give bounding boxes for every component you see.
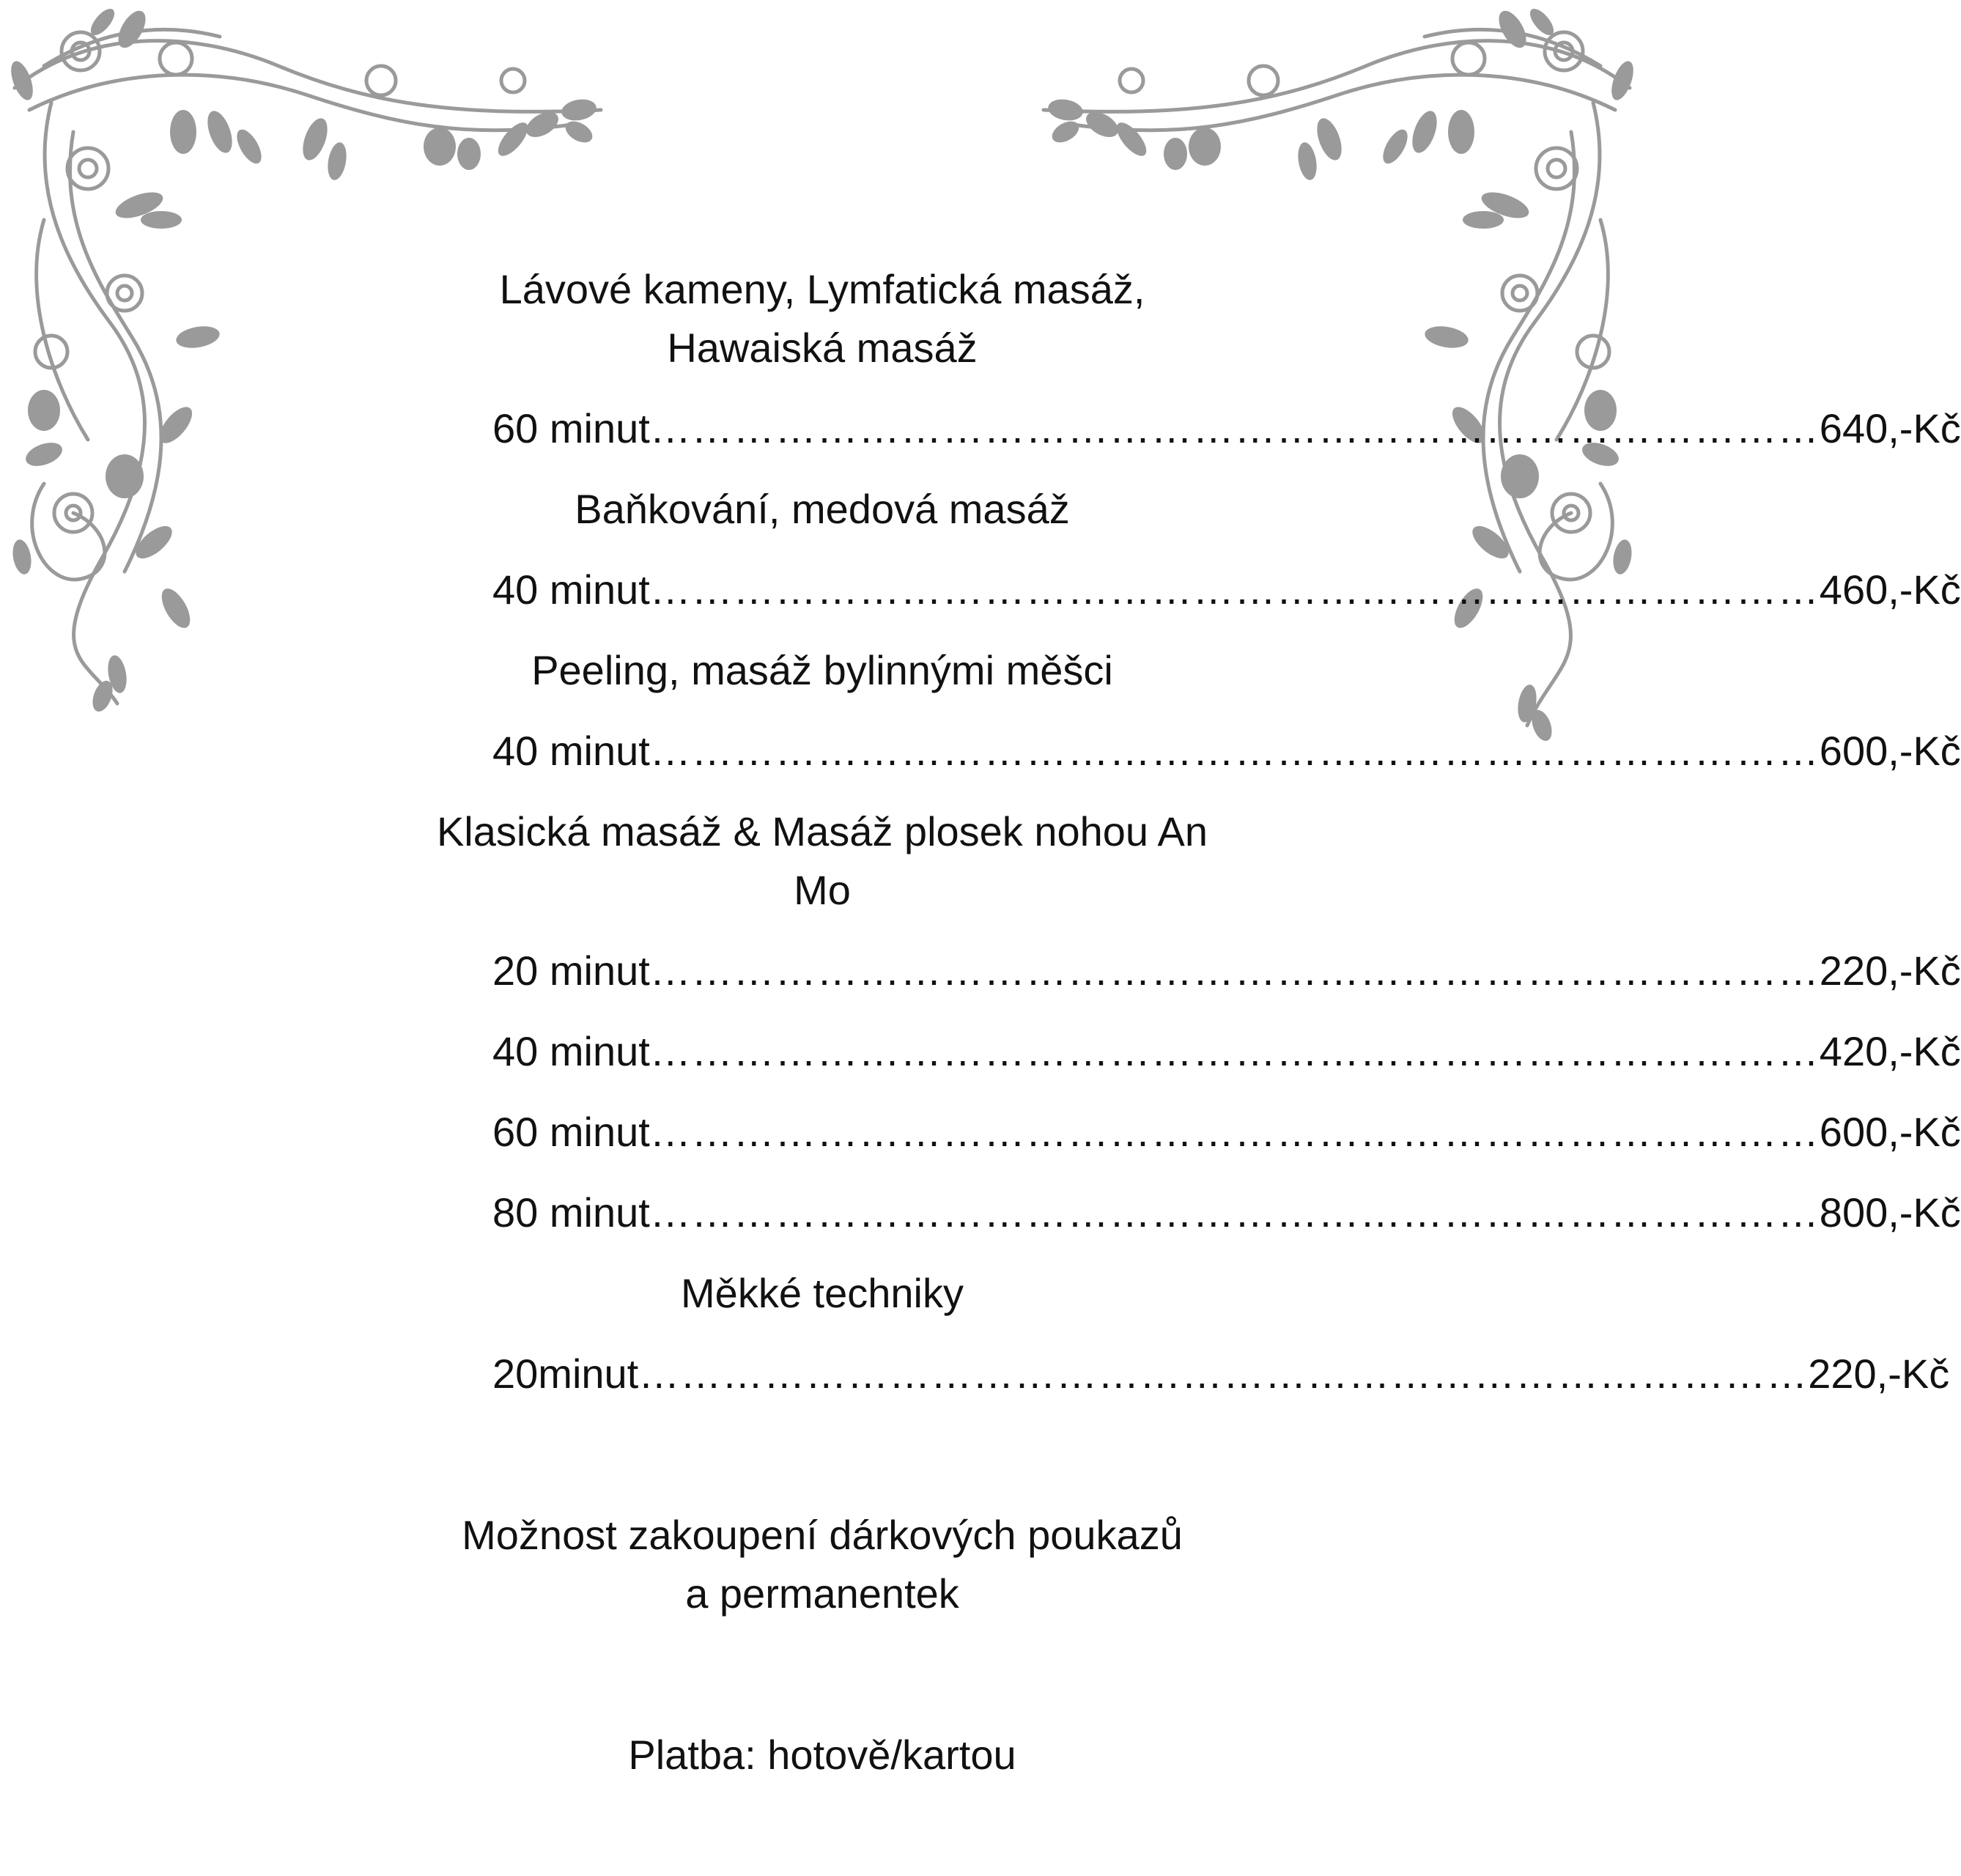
price-line (492, 942, 1961, 1000)
price-value: 600,-Kč (1819, 1109, 1961, 1155)
price-dots: ………………………………………………………………………… (649, 948, 1820, 994)
price-dots: ………………………………………………………………………… (649, 1028, 1820, 1074)
price-value: 600,-Kč (1819, 728, 1961, 774)
price-duration: 20minut (492, 1351, 639, 1397)
section-bankovani (410, 480, 1961, 619)
price-line (492, 722, 1961, 780)
price-line (492, 1103, 1961, 1162)
price-list (410, 260, 1961, 1784)
price-duration: 60 minut (492, 405, 650, 451)
section-title: Měkké techniky (681, 1270, 964, 1316)
price-dots: ………………………………………………………………………… (649, 728, 1820, 774)
price-dots: ………………………………………………………………………… (649, 1189, 1820, 1236)
price-value: 220,-Kč (1808, 1351, 1950, 1397)
price-line (492, 399, 1961, 458)
section-lavove-kameny (410, 260, 1961, 458)
price-dots: ………………………………………………………………………… (638, 1351, 1809, 1397)
price-value: 220,-Kč (1819, 948, 1961, 994)
section-peeling (410, 641, 1961, 780)
price-line (492, 1183, 1961, 1242)
payment-info: Platba: hotově/kartou (628, 1732, 1016, 1778)
price-value: 460,-Kč (1819, 566, 1961, 613)
section-title: Baňkování, medová masáž (575, 486, 1070, 532)
price-line (492, 1345, 1950, 1403)
price-duration: 20 minut (492, 948, 650, 994)
section-title: Klasická masáž & Masáž plosek nohou An Mo (436, 808, 1208, 913)
price-duration: 40 minut (492, 1028, 650, 1074)
price-value: 420,-Kč (1819, 1028, 1961, 1074)
price-value: 800,-Kč (1819, 1189, 1961, 1236)
price-duration: 40 minut (492, 566, 650, 613)
gift-voucher-note: Možnost zakoupení dárkových poukazů a permanentek (462, 1512, 1183, 1617)
price-duration: 80 minut (492, 1189, 650, 1236)
section-title: Lávové kameny, Lymfatická masáž, Hawaiská masáž (499, 266, 1145, 371)
price-line (492, 561, 1961, 619)
price-duration: 40 minut (492, 728, 650, 774)
price-duration: 60 minut (492, 1109, 650, 1155)
section-klasicka-masaz (410, 802, 1961, 1242)
price-value: 640,-Kč (1819, 405, 1961, 451)
section-mekke-techniky (410, 1264, 1950, 1403)
price-line (492, 1022, 1961, 1081)
price-dots: ………………………………………………………………………… (649, 405, 1820, 451)
section-title: Peeling, masáž bylinnými měšci (531, 647, 1113, 693)
price-dots: ………………………………………………………………………… (649, 1109, 1820, 1155)
price-dots: ………………………………………………………………………… (649, 566, 1820, 613)
